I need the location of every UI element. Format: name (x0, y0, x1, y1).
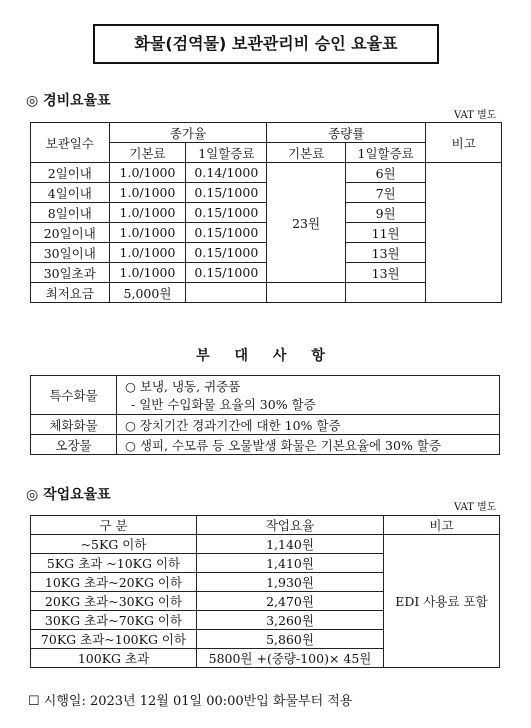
cell-rate: 1,410원 (197, 554, 384, 573)
cell-min-value: 5,000원 (109, 283, 186, 303)
cell-remark (426, 163, 502, 303)
header-base: 기본료 (109, 143, 186, 163)
header-period: 보관일수 (31, 123, 110, 163)
header-by-weight: 종량률 (267, 123, 426, 143)
cell-category: 100KG 초과 (31, 649, 197, 668)
cell-rate: 2,470원 (197, 592, 384, 611)
cell-min-label: 최저요금 (31, 283, 110, 303)
cell-base: 1.0/1000 (109, 163, 186, 183)
cell-label: 체화화물 (31, 415, 117, 435)
cell-category: ~5KG 이하 (31, 535, 197, 554)
cell-rate: 1,140원 (197, 535, 384, 554)
section-heading-work: ◎ 작업요율표 (26, 487, 111, 503)
effective-date-note: ☐ 시행일: 2023년 12월 01일 00:00반입 화물부터 적용 (28, 694, 353, 709)
content-line: - 일반 수입화물 요율의 30% 할증 (131, 397, 316, 412)
cell-base: 1.0/1000 (109, 203, 186, 223)
section-heading-expense: ◎ 경비요율표 (26, 93, 111, 109)
vat-note-1: VAT 별도 (454, 110, 497, 121)
cell-daily-weight: 13원 (345, 243, 426, 263)
cell-label: 오장물 (31, 435, 117, 455)
document-title: 화물(검역물) 보관관리비 승인 요율표 (93, 24, 439, 64)
cell-weight-base: 23원 (267, 163, 346, 283)
cell-daily: 0.15/1000 (186, 223, 267, 243)
cell-content: ○ 장치기간 경과기간에 대한 10% 할증 (117, 415, 500, 435)
cell-base: 1.0/1000 (109, 243, 186, 263)
cell-daily: 0.15/1000 (186, 203, 267, 223)
header-remark: 비고 (384, 516, 500, 535)
header-rate: 작업요율 (197, 516, 384, 535)
work-rate-table (30, 515, 500, 668)
cell-daily: 0.15/1000 (186, 243, 267, 263)
cell-content (117, 376, 500, 415)
cell-daily-weight: 6원 (345, 163, 426, 183)
table-row (31, 376, 500, 415)
cell-category: 5KG 초과 ~10KG 이하 (31, 554, 197, 573)
expense-rate-table (30, 122, 502, 303)
cell-rate: 5800원 +(중량-100)× 45원 (197, 649, 384, 668)
cell-base: 1.0/1000 (109, 183, 186, 203)
cell-period: 8일이내 (31, 203, 110, 223)
table-row (31, 415, 500, 435)
cell-daily-weight: 13원 (345, 263, 426, 283)
content-line: ○ 보냉, 냉동, 귀중품 (125, 379, 241, 394)
header-category: 구 분 (31, 516, 197, 535)
cell-base: 1.0/1000 (109, 263, 186, 283)
cell-content: ○ 생피, 수모류 등 오물발생 화물은 기본요율에 30% 할증 (117, 435, 500, 455)
cell-category: 10KG 초과~20KG 이하 (31, 573, 197, 592)
cell-period: 4일이내 (31, 183, 110, 203)
cell-period: 20일이내 (31, 223, 110, 243)
cell-daily: 0.15/1000 (186, 263, 267, 283)
cell-daily-weight: 7원 (345, 183, 426, 203)
header-remark: 비고 (426, 123, 502, 163)
table-row (31, 435, 500, 455)
cell-period: 30일이내 (31, 243, 110, 263)
cell-daily-weight: 9원 (345, 203, 426, 223)
cell-daily-weight: 11원 (345, 223, 426, 243)
section-heading-supplementary: 부 대 사 항 (196, 348, 335, 364)
cell-remark: EDI 사용료 포함 (384, 535, 500, 668)
table-row (31, 535, 500, 554)
cell-daily: 0.14/1000 (186, 163, 267, 183)
header-base-weight: 기본료 (267, 143, 346, 163)
cell-category: 70KG 초과~100KG 이하 (31, 630, 197, 649)
cell-period: 30일초과 (31, 263, 110, 283)
cell-rate: 3,260원 (197, 611, 384, 630)
cell-daily: 0.15/1000 (186, 183, 267, 203)
header-daily-weight: 1일할증료 (345, 143, 426, 163)
cell-label: 특수화물 (31, 376, 117, 415)
table-row (31, 163, 502, 183)
cell-rate: 1,930원 (197, 573, 384, 592)
supplementary-table (30, 375, 500, 455)
header-ad-valorem: 종가율 (109, 123, 267, 143)
header-daily: 1일할증료 (186, 143, 267, 163)
cell-period: 2일이내 (31, 163, 110, 183)
cell-category: 30KG 초과~70KG 이하 (31, 611, 197, 630)
cell-rate: 5,860원 (197, 630, 384, 649)
cell-category: 20KG 초과~30KG 이하 (31, 592, 197, 611)
vat-note-2: VAT 별도 (454, 502, 497, 513)
cell-base: 1.0/1000 (109, 223, 186, 243)
